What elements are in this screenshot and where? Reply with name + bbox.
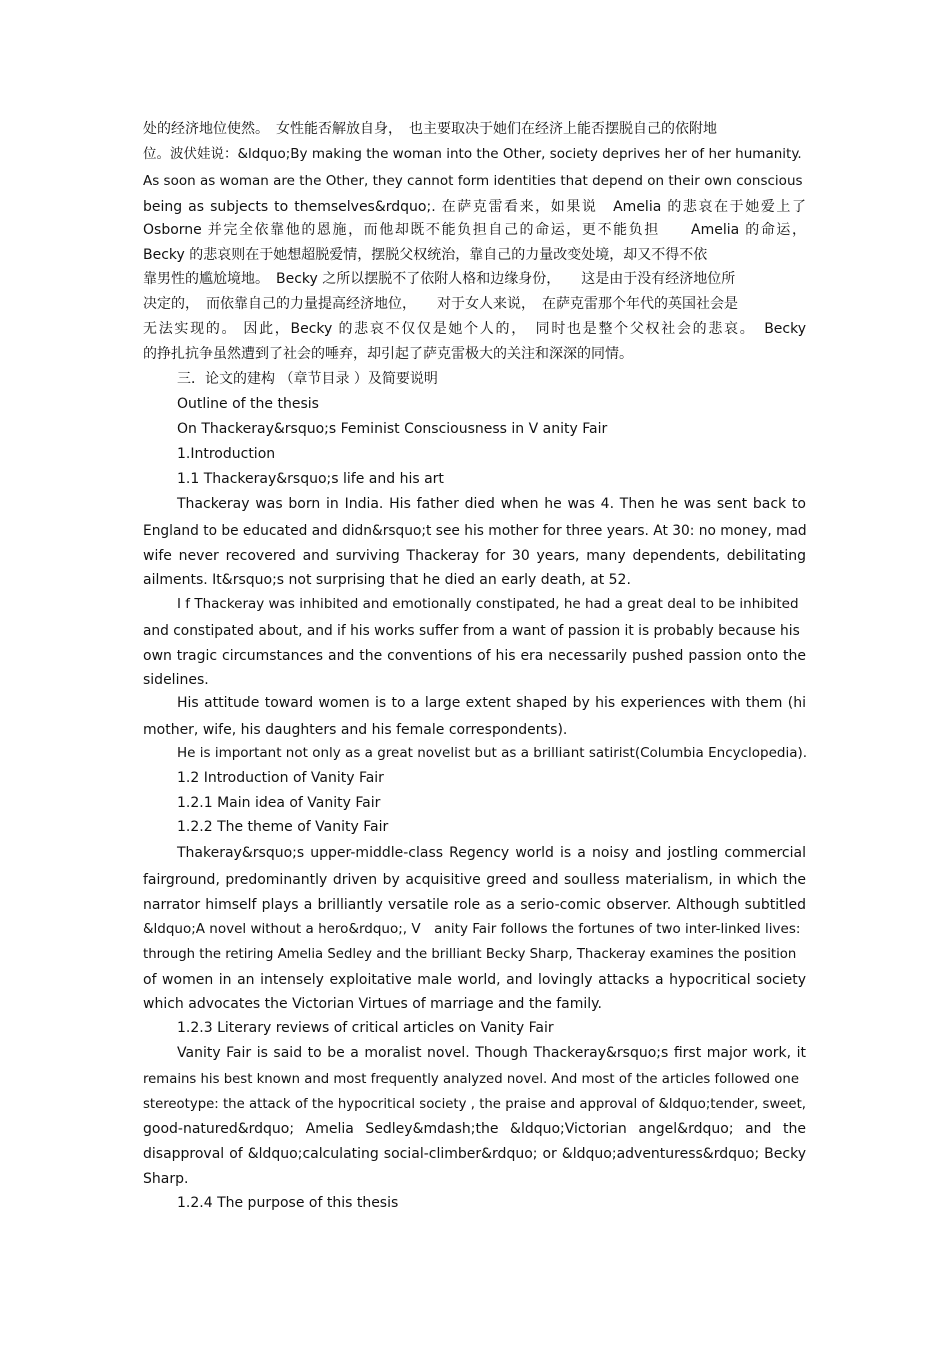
- text-line: ailments. It&rsquo;s not surprising that he died an early death, at 52.: [143, 572, 631, 588]
- text-line: good-natured&rdquo; Amelia Sedley&mdash;the &ldquo;Victorian angel&rdquo; and the: [143, 1121, 806, 1137]
- outline-item: 1.2.3 Literary reviews of critical articles on Vanity Fair: [177, 1020, 554, 1036]
- text-line: As soon as woman are the Other, they cannot form identities that depend on their own conscious: [143, 173, 803, 189]
- outline-item: 1.2 Introduction of Vanity Fair: [177, 770, 384, 786]
- text-line: He is important not only as a great novelist but as a brilliant satirist(Columbia Encyclopedia).: [177, 745, 808, 761]
- text-line: remains his best known and most frequently analyzed novel. And most of the articles followed one: [143, 1072, 799, 1087]
- thesis-title: On Thackeray&rsquo;s Feminist Consciousness in V anity Fair: [177, 421, 608, 437]
- text-line: 处的经济地位使然。 女性能否解放自身， 也主要取决于她们在经济上能否摆脱自己的依附地: [143, 121, 717, 137]
- text-line: narrator himself plays a brilliantly versatile role as a serio-comic observer. Although subtitled: [143, 897, 806, 913]
- text-line: &ldquo;A novel without a hero&rdquo;, V anity Fair follows the fortunes of two inter-linked lives:: [143, 921, 801, 937]
- text-line: 无法实现的。 因此，Becky 的悲哀不仅仅是她个人的， 同时也是整个父权社会的悲哀。 Becky: [143, 321, 806, 337]
- outline-item: 1.2.1 Main idea of Vanity Fair: [177, 795, 381, 811]
- outline-item: 1.Introduction: [177, 446, 276, 462]
- text-line: wife never recovered and surviving Thackeray for 30 years, many dependents, debilitating: [143, 548, 806, 564]
- outline-item: 1.1 Thackeray&rsquo;s life and his art: [177, 471, 444, 487]
- text-line: Osborne 并完全依靠他的恩施，而他却既不能负担自己的命运，更不能负担 Amelia 的命运，: [143, 222, 806, 238]
- text-line: 的挣扎抗争虽然遭到了社会的唾弃，却引起了萨克雷极大的关注和深深的同情。: [143, 346, 633, 362]
- outline-item: 1.2.2 The theme of Vanity Fair: [177, 819, 389, 835]
- outline-item: 1.2.4 The purpose of this thesis: [177, 1195, 399, 1211]
- text-line: Becky 的悲哀则在于她想超脱爱情，摆脱父权统治，靠自己的力量改变处境，却又不得不依: [143, 247, 708, 263]
- text-line: and constipated about, and if his works suffer from a want of passion it is probably because his: [143, 623, 800, 639]
- text-line: England to be educated and didn&rsquo;t see his mother for three years. At 30: no money, mad: [143, 523, 807, 539]
- text-line: stereotype: the attack of the hypocritical society , the praise and approval of &ldquo;tender, sweet,: [143, 1097, 806, 1112]
- text-line: disapproval of &ldquo;calculating social-climber&rdquo; or &ldquo;adventuress&rdquo; Becky: [143, 1146, 806, 1162]
- text-line: own tragic circumstances and the conventions of his era necessarily pushed passion onto the: [143, 648, 806, 664]
- text-line: Sharp.: [143, 1171, 189, 1187]
- text-line: I f Thackeray was inhibited and emotionally constipated, he had a great deal to be inhibited: [177, 596, 799, 612]
- text-line: fairground, predominantly driven by acquisitive greed and soulless materialism, in which the: [143, 872, 806, 888]
- text-line: mother, wife, his daughters and his female correspondents).: [143, 722, 568, 738]
- text-line: Thackeray was born in India. His father died when he was 4. Then he was sent back to: [177, 496, 806, 512]
- text-line: 靠男性的尴尬境地。 Becky 之所以摆脱不了依附人格和边缘身份， 这是由于没有经济地位所: [143, 271, 736, 287]
- text-line: His attitude toward women is to a large extent shaped by his experiences with them (hi: [177, 695, 806, 711]
- text-line: which advocates the Victorian Virtues of marriage and the family.: [143, 996, 602, 1012]
- text-line: of women in an intensely exploitative male world, and lovingly attacks a hypocritical society: [143, 972, 806, 988]
- text-line: Thakeray&rsquo;s upper-middle-class Regency world is a noisy and jostling commercial: [177, 845, 806, 861]
- text-line: through the retiring Amelia Sedley and the brilliant Becky Sharp, Thackeray examines the position: [143, 947, 797, 962]
- text-line: being as subjects to themselves&rdquo;. 在萨克雷看来，如果说 Amelia 的悲哀在于她爱上了: [143, 199, 806, 215]
- text-line: sidelines.: [143, 672, 209, 688]
- text-line: 位。波伏娃说：&ldquo;By making the woman into the Other, society deprives her of her humanity.: [143, 146, 802, 162]
- section-heading: 三．论文的建构 （章节目录 ）及简要说明: [177, 371, 438, 387]
- text-line: 决定的， 而依靠自己的力量提高经济地位， 对于女人来说， 在萨克雷那个年代的英国社会是: [143, 296, 738, 312]
- text-line: Vanity Fair is said to be a moralist novel. Though Thackeray&rsquo;s first major work, it: [177, 1045, 806, 1061]
- outline-heading: Outline of the thesis: [177, 396, 319, 412]
